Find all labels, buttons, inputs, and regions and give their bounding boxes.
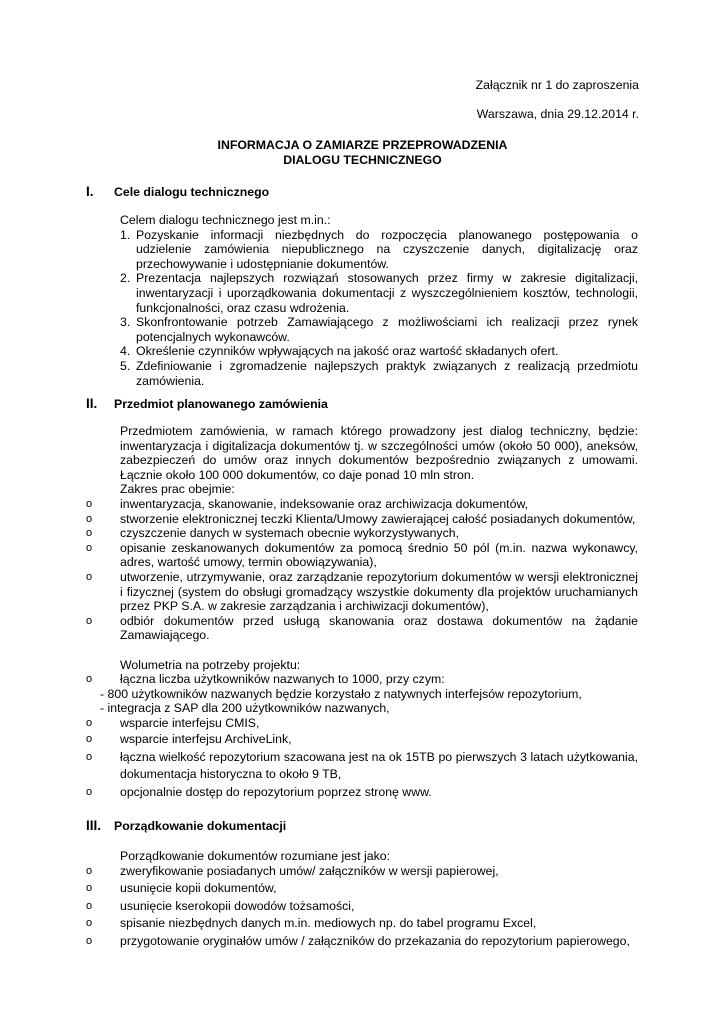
section-1-intro: Celem dialogu technicznego jest m.in.: [120, 213, 331, 227]
list-item: o wsparcie interfejsu CMIS, [86, 715, 260, 730]
list-item: o przygotowanie oryginałów umów / załączników do przekazania do repozytorium papierowego, [86, 933, 630, 948]
list-item: o usunięcie kserokopii dowodów tożsamości, [86, 898, 355, 913]
list-item: o utworzenie, utrzymywanie, oraz zarządzanie repozytorium dokumentów w wersji elektronicznej i fizycznej (system do obsługi gromadzący wszystkie dokumenty dla projektów uruchamianych przez PKP S.A. w zakresie zarządzania i archiwizacji dokumentów), [86, 569, 638, 614]
section-3-body [86, 849, 638, 949]
volume-intro: Wolumetria na potrzeby projektu: [120, 657, 301, 672]
place-date: Warszawa, dnia 29.12.2014 r. [476, 107, 639, 121]
scope-list [86, 496, 638, 643]
attachment-note: Załącznik nr 1 do zaproszenia [475, 78, 639, 92]
list-item: 4. Określenie czynników wpływających na jakość oraz wartość składanych ofert. [120, 344, 559, 359]
section-2-title: Przedmiot planowanego zamówienia [114, 397, 328, 411]
list-item: o czyszczenie danych w systemach obecnie wykorzystywanych, [86, 526, 459, 541]
section-2-paragraph: Przedmiotem zamówienia, w ramach którego prowadzony jest dialog techniczny, będzie: inwentaryzacja i digitalizacja dokumentów tj. w szczególności umów (około 50 000), aneksów, zabezpieczeń do umów oraz innych dokumentów bezpośrednio związanych z umowami. Łącznie około 100 000 dokumentów, co daje ponad 10 mln stron. [120, 424, 638, 482]
section-1-title: Cele dialogu technicznego [114, 185, 270, 199]
scope-intro: Zakres prac obejmie: [120, 482, 235, 497]
list-item: o opcjonalnie dostęp do repozytorium poprzez stronę www. [86, 785, 432, 800]
section-3-number: III. [86, 818, 102, 833]
title-line-2: DIALOGU TECHNICZNEGO [283, 152, 442, 167]
document-title [0, 138, 725, 167]
list-item: o wsparcie interfejsu ArchiveLink, [86, 732, 292, 747]
section-3-title: Porządkowanie dokumentacji [114, 819, 287, 833]
list-item: o opisanie zeskanowanych dokumentów za pomocą średnio 50 pól (m.in. nazwa wykonawcy, adres, wartość umowy, termin obowiązywania), [86, 540, 638, 570]
section-2-heading [86, 397, 328, 412]
list-item: o stworzenie elektronicznej teczki Klienta/Umowy zawierającej całość posiadanych dokumentów, [86, 511, 636, 526]
list-item: o odbiór dokumentów przed usługą skanowania oraz dostawa dokumentów na żądanie Zamawiającego. [86, 613, 638, 643]
list-item: o usunięcie kopii dokumentów, [86, 881, 277, 896]
list-item: - 800 użytkowników nazwanych będzie korzystało z natywnych interfejsów repozytorium, [100, 686, 582, 701]
title-line-1: INFORMACJA O ZAMIARZE PRZEPROWADZENIA [217, 138, 508, 152]
list-item: - integracja z SAP dla 200 użytkowników nazwanych, [100, 701, 390, 716]
section-2-body [86, 424, 638, 800]
ordering-list [86, 863, 638, 949]
list-item: o inwentaryzacja, skanowanie, indeksowanie oraz archiwizacja dokumentów, [86, 496, 529, 511]
list-item: o spisanie niezbędnych danych m.in. mediowych np. do tabel programu Excel, [86, 916, 537, 931]
objectives-list [120, 228, 638, 389]
section-3-heading [86, 819, 286, 834]
list-item: 5. Zdefiniowanie i zgromadzenie najlepszych praktyk związanych z realizacją przedmiotu zamówienia. [120, 358, 638, 388]
list-item: o łączna wielkość repozytorium szacowana jest na ok 15TB po pierwszych 3 latach użytkowania, dokumentacja historyczna to około 9 TB, [86, 750, 638, 782]
list-item: o zweryfikowanie posiadanych umów/ załączników w wersji papierowej, [86, 863, 499, 878]
list-item: 2. Prezentacja najlepszych rozwiązań stosowanych przez firmy w zakresie digitalizacji, inwentaryzacji i uporządkowania dokumentacji z wyszczególnieniem kosztów, technologii, funkcjonalności, oraz czasu wdrożenia. [120, 271, 638, 315]
section-1-number: I. [86, 184, 94, 199]
section-2-number: II. [86, 396, 98, 411]
section-1-body [120, 213, 638, 388]
list-item: o łączna liczba użytkowników nazwanych to 1000, przy czym: [86, 672, 445, 687]
section-3-intro: Porządkowanie dokumentów rozumiane jest jako: [120, 849, 390, 863]
volume-list [86, 672, 638, 800]
list-item: 3. Skonfrontowanie potrzeb Zamawiającego z możliwościami ich realizacji przez rynek potencjalnych wykonawców. [120, 315, 638, 344]
section-1-heading [86, 185, 269, 200]
list-item: 1. Pozyskanie informacji niezbędnych do rozpoczęcia planowanego postępowania o udzielenie zamówienia niepublicznego na czyszczenie danych, digitalizację oraz przechowywanie i udostępnianie dokumentów. [120, 227, 638, 271]
